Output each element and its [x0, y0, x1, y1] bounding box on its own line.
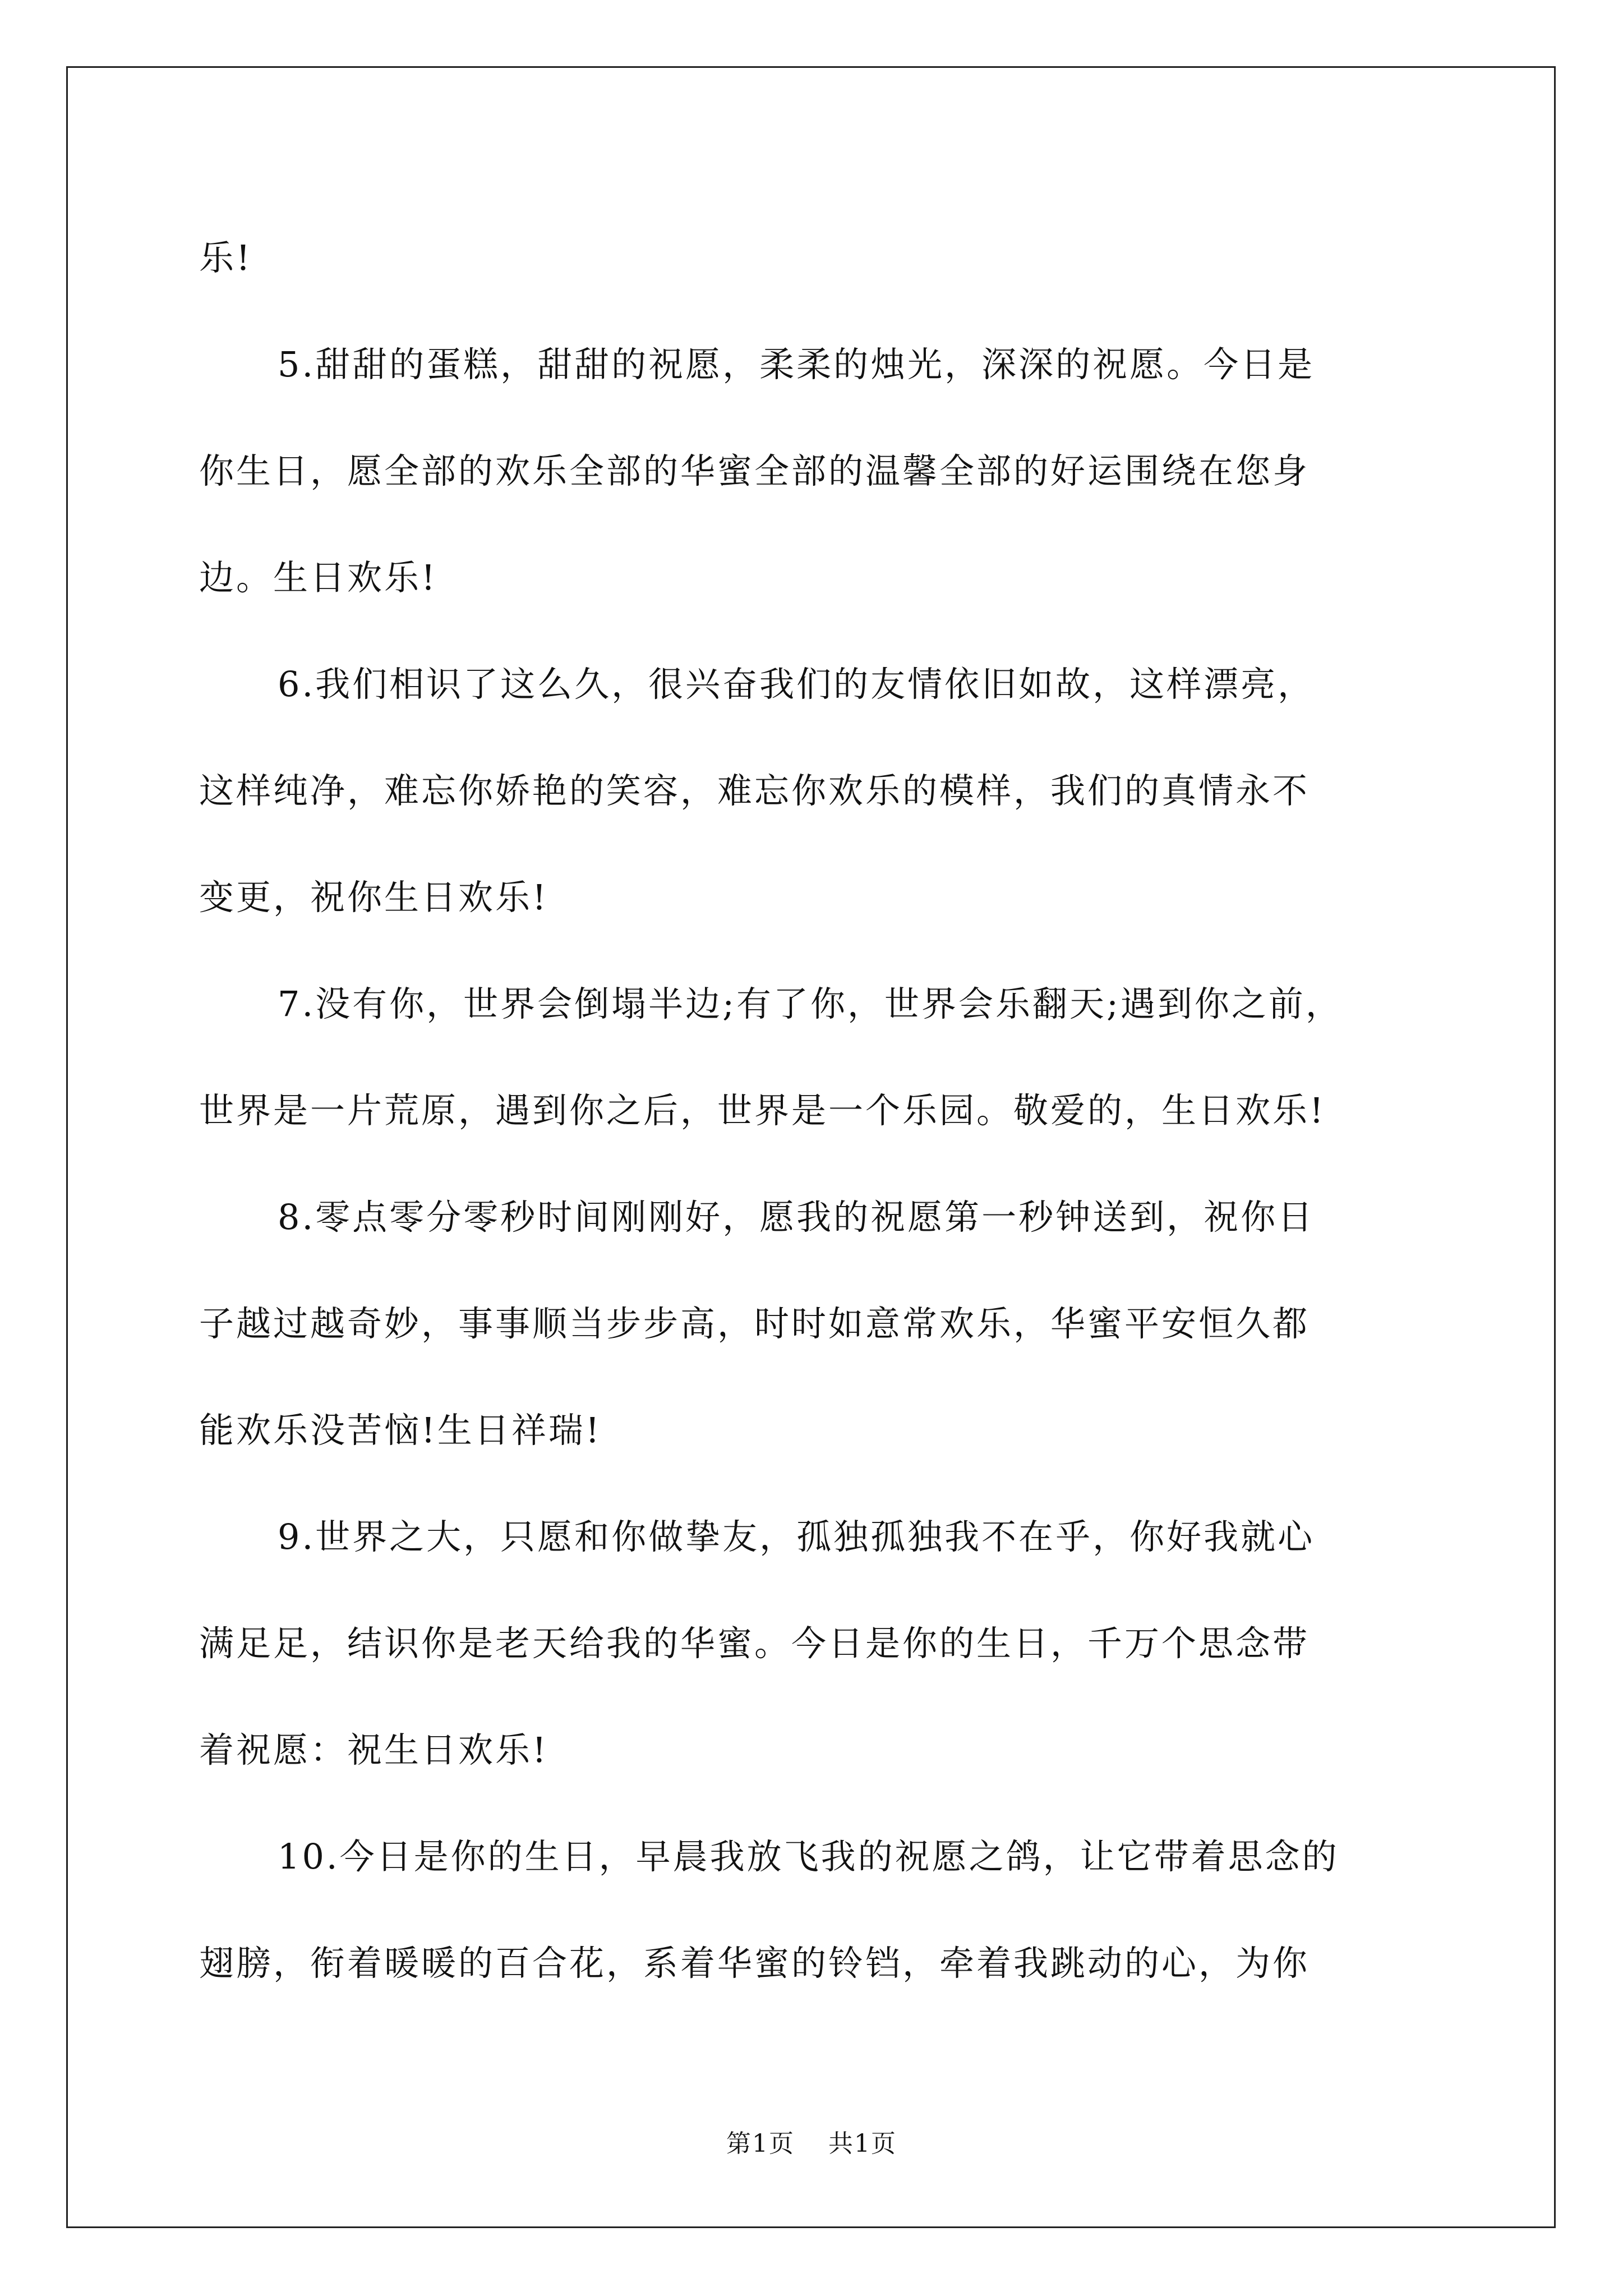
- paragraph-5-start: 5.甜甜的蛋糕，甜甜的祝愿，柔柔的烛光，深深的祝愿。今日是: [278, 344, 1315, 385]
- text-line: 这样纯净，难忘你娇艳的笑容，难忘你欢乐的模样，我们的真情永不: [199, 770, 1310, 811]
- text-line: 着祝愿：祝生日欢乐!: [199, 1729, 548, 1770]
- text-line: 满足足，结识你是老天给我的华蜜。今日是你的生日，千万个思念带: [199, 1623, 1310, 1664]
- text-line: 世界是一片荒原，遇到你之后，世界是一个乐园。敬爱的，生日欢乐!: [199, 1090, 1326, 1131]
- paragraph-8-start: 8.零点零分零秒时间刚刚好，愿我的祝愿第一秒钟送到，祝你日: [278, 1197, 1315, 1237]
- page-number-current: 第1页: [726, 2129, 795, 2158]
- page-number-total: 共1页: [828, 2129, 897, 2158]
- paragraph-6-start: 6.我们相识了这么久，很兴奋我们的友情依旧如故，这样漂亮，: [278, 664, 1315, 705]
- text-line: 翅膀，衔着暖暖的百合花，系着华蜜的铃铛，牵着我跳动的心，为你: [199, 1943, 1310, 1984]
- paragraph-9-start: 9.世界之大，只愿和你做挚友，孤独孤独我不在乎，你好我就心: [278, 1516, 1315, 1557]
- text-line: 子越过越奇妙，事事顺当步步高，时时如意常欢乐，华蜜平安恒久都: [199, 1303, 1310, 1344]
- document-body: [199, 205, 1433, 2017]
- page-footer: [0, 2123, 1623, 2159]
- paragraph-10-start: 10.今日是你的生日，早晨我放飞我的祝愿之鸽，让它带着思念的: [278, 1836, 1339, 1877]
- text-line: 能欢乐没苦恼!生日祥瑞!: [199, 1410, 602, 1451]
- text-line: 变更，祝你生日欢乐!: [199, 877, 548, 918]
- paragraph-7-start: 7.没有你，世界会倒塌半边;有了你，世界会乐翻天;遇到你之前，: [278, 983, 1343, 1024]
- text-line: 边。生日欢乐!: [199, 557, 437, 598]
- text-line: 你生日，愿全部的欢乐全部的华蜜全部的温馨全部的好运围绕在您身: [199, 450, 1310, 491]
- text-line: 乐!: [199, 237, 252, 278]
